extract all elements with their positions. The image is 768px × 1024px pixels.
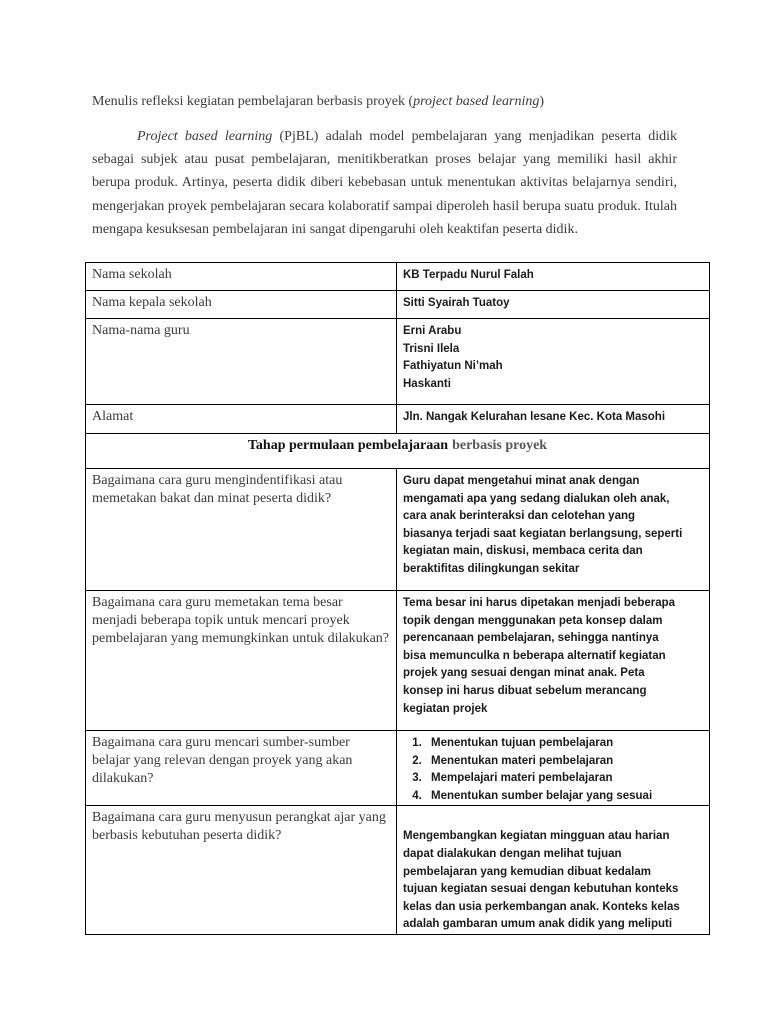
answer-line: projek yang sesuai dengan minat anak. Peta xyxy=(403,667,645,680)
teacher-name: Trisni Ilela xyxy=(403,342,460,355)
heading-prefix: Menulis refleksi kegiatan pembelajaran berbasis proyek ( xyxy=(92,94,414,109)
answer-line: Guru dapat mengetahui minat anak dengan xyxy=(403,475,640,487)
answer-text xyxy=(397,806,710,935)
question-text: Bagaimana cara guru menyusun perangkat ajar yang berbasis kebutuhan peserta didik? xyxy=(86,806,397,935)
heading-suffix: ) xyxy=(539,94,545,109)
answer-text xyxy=(397,591,710,731)
row-question-4 xyxy=(86,806,710,935)
answer-line: biasanya terjadi saat kegiatan berlangsung, seperti xyxy=(403,527,683,540)
teacher-name: Haskanti xyxy=(403,377,451,390)
question-text: Bagaimana cara guru memetakan tema besar menjadi beberapa topik untuk mencari proyek pembelajaran yang memungkinkan untuk dilakukan? xyxy=(86,591,397,731)
steps-list xyxy=(403,735,703,805)
row-question-2 xyxy=(86,591,710,731)
answer-text xyxy=(397,469,710,591)
heading-italic: project based learning xyxy=(413,94,540,109)
question-text: Bagaimana cara guru mencari sumber-sumber belajar yang relevan dengan proyek yang akan dilakukan? xyxy=(86,731,397,806)
answer-line: bisa memunculka n beberapa alternatif kegiatan xyxy=(403,649,666,662)
teacher-name: Erni Arabu xyxy=(403,325,462,337)
answer-line: kegiatan projek xyxy=(403,702,488,715)
answer-line: dapat dialakukan dengan melihat tujuan xyxy=(403,847,622,860)
teacher-name: Fathiyatun Ni’mah xyxy=(403,360,503,373)
step-item: 4. Menentukan sumber belajar yang sesuai xyxy=(425,788,703,806)
answer-line: pembelajaran yang kemudian dibuat kedalam xyxy=(403,865,651,878)
answer-line: topik dengan menggunakan peta konsep dalam xyxy=(403,614,663,627)
answer-line: mengamati apa yang sedang dialukan oleh anak, xyxy=(403,492,670,505)
principal-value: Sitti Syairah Tuatoy xyxy=(397,291,710,319)
row-question-1 xyxy=(86,469,710,591)
answer-line: konsep ini harus dibuat sebelum merancang xyxy=(403,684,647,697)
address-value: Jln. Nangak Kelurahan lesane Kec. Kota Masohi xyxy=(397,405,710,434)
principal-label: Nama kepala sekolah xyxy=(86,291,397,319)
step-item: 2. Menentukan materi pembelajaran xyxy=(425,753,703,771)
answer-line: kegiatan main, diskusi, membaca cerita dan xyxy=(403,545,643,558)
section-title-sub: berbasis proyek xyxy=(452,438,548,453)
step-item: 3. Mempelajari materi pembelajaran xyxy=(425,770,703,788)
school-name-value: KB Terpadu Nurul Falah xyxy=(397,263,710,291)
school-name-label: Nama sekolah xyxy=(86,263,397,291)
row-question-3 xyxy=(86,731,710,806)
answer-line: perencanaan pembelajaran, sehingga nantinya xyxy=(403,632,659,645)
intro-text: (PjBL) adalah model pembelajaran yang menjadikan peserta didik sebagai subjek atau pusat pembelajaran, menitikberatkan proses belajar yang memiliki hasil akhir berupa produk. Artinya, peserta didik diberi kebebasan untuk menentukan aktivitas belajarnya sendiri, mengerjakan proyek pembelajaran secara kolaboratif sampai diperoleh hasil berupa suatu produk. Itulah mengapa kesuksesan pembelajaran ini sangat dipengaruhi oleh keaktifan peserta didik. xyxy=(92,129,677,237)
section-title-main: Tahap permulaan pembelajaraan xyxy=(247,438,449,453)
answer-line: adalah gambaran umum anak didik yang meliputi xyxy=(403,918,673,931)
row-school-name xyxy=(86,263,710,291)
reflection-table xyxy=(85,262,710,935)
row-address xyxy=(86,405,710,434)
question-text: Bagaimana cara guru mengindentifikasi atau memetakan bakat dan minat peserta didik? xyxy=(86,469,397,591)
intro-italic-term: Project based learning xyxy=(137,129,273,144)
answer-line: kelas dan usia perkembangan anak. Konteks kelas xyxy=(403,900,680,913)
section-title xyxy=(86,434,710,469)
row-teachers xyxy=(86,319,710,405)
step-item: 1. Menentukan tujuan pembelajaran xyxy=(425,735,703,753)
answer-line: Tema besar ini harus dipetakan menjadi beberapa xyxy=(403,597,676,609)
answer-line: cara anak berinteraksi dan celotehan yang xyxy=(403,510,636,523)
teachers-list xyxy=(397,319,710,405)
answer-line: tujuan kegiatan sesuai dengan kebutuhan konteks xyxy=(403,883,679,896)
document-heading xyxy=(92,93,692,111)
row-principal xyxy=(86,291,710,319)
answer-steps xyxy=(397,731,710,806)
teachers-label: Nama-nama guru xyxy=(86,319,397,405)
answer-line: Mengembangkan kegiatan mingguan atau harian xyxy=(403,830,670,843)
address-label: Alamat xyxy=(86,405,397,434)
row-section-title xyxy=(86,434,710,469)
answer-line: beraktifitas dilingkungan sekitar xyxy=(403,562,580,575)
intro-paragraph xyxy=(92,125,677,241)
